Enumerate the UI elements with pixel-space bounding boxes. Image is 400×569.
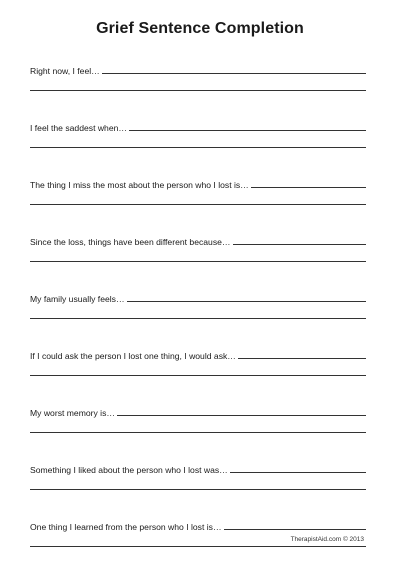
answer-line[interactable]	[238, 357, 366, 359]
prompt-item	[30, 176, 366, 227]
answer-line[interactable]	[102, 72, 366, 74]
answer-line[interactable]	[230, 471, 366, 473]
answer-line[interactable]	[129, 129, 366, 131]
answer-line[interactable]	[251, 186, 366, 188]
answer-line-extra[interactable]	[30, 204, 366, 205]
prompt-text: Right now, I feel…	[30, 66, 100, 76]
prompt-item	[30, 290, 366, 341]
prompt-list	[30, 56, 366, 569]
answer-line-extra[interactable]	[30, 546, 366, 547]
prompt-text: My worst memory is…	[30, 408, 115, 418]
prompt-text: One thing I learned from the person who I lost is…	[30, 522, 222, 532]
answer-line-extra[interactable]	[30, 318, 366, 319]
answer-line[interactable]	[224, 528, 366, 530]
answer-line[interactable]	[117, 414, 366, 416]
prompt-item	[30, 404, 366, 455]
page-title: Grief Sentence Completion	[96, 20, 304, 37]
prompt-item	[30, 518, 366, 569]
prompt-text: I feel the saddest when…	[30, 123, 127, 133]
answer-line-extra[interactable]	[30, 432, 366, 433]
prompt-item	[30, 347, 366, 398]
prompt-item	[30, 233, 366, 284]
answer-line[interactable]	[127, 300, 366, 302]
copyright-footer: TherapistAid.com © 2013	[290, 536, 364, 543]
answer-line-extra[interactable]	[30, 375, 366, 376]
answer-line-extra[interactable]	[30, 261, 366, 262]
prompt-text: If I could ask the person I lost one thing, I would ask…	[30, 351, 236, 361]
answer-line-extra[interactable]	[30, 147, 366, 148]
answer-line[interactable]	[233, 243, 367, 245]
prompt-text: My family usually feels…	[30, 294, 125, 304]
prompt-text: The thing I miss the most about the person who I lost is…	[30, 180, 249, 190]
prompt-item	[30, 62, 366, 113]
prompt-text: Something I liked about the person who I lost was…	[30, 465, 228, 475]
prompt-item	[30, 119, 366, 170]
prompt-text: Since the loss, things have been different because…	[30, 237, 231, 247]
prompt-item	[30, 461, 366, 512]
answer-line-extra[interactable]	[30, 90, 366, 91]
answer-line-extra[interactable]	[30, 489, 366, 490]
